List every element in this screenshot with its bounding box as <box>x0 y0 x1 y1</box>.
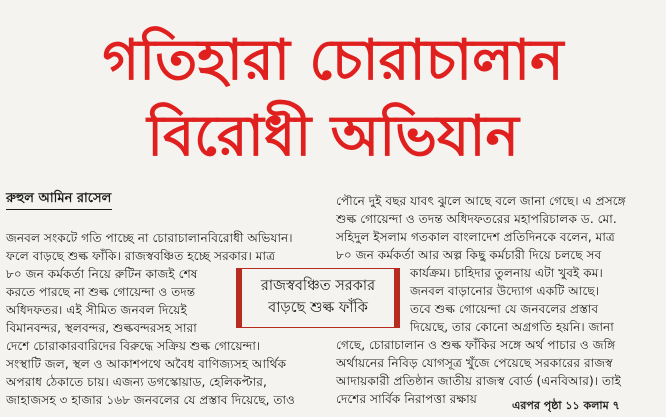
article-line: জনবল বাড়ানোর উদ্যোগ একটি আছে। <box>410 284 600 298</box>
article-line: তবে শুল্ক গোয়েন্দা যে জনবলের প্রস্তাব <box>410 302 599 316</box>
article-line: দিয়েছে, তার কোনো অগ্রগতি হয়নি। জানা <box>410 320 614 334</box>
pull-quote-box <box>236 268 400 328</box>
article-line: আদায়কারী প্রতিষ্ঠান জাতীয় রাজস্ব বোর্ড (এনবিআর)। তাই <box>336 374 621 388</box>
headline <box>0 0 666 188</box>
byline: রুহুল আমিন রাসেল <box>6 191 112 206</box>
byline-underline <box>6 209 112 210</box>
continued-on-page: এরপর পৃষ্ঠা ১১ কলাম ৭ <box>512 399 620 412</box>
article-line: ৮০ জন কর্মকর্তা আর অল্প কিছু কর্মচারী দিয়ে চলছে সব <box>336 248 602 262</box>
headline-line-1: গতিহারা চোরাচালান <box>102 28 564 93</box>
article-line: জাহাজসহ ৩ হাজার ১৬৮ জনবলের যে প্রস্তাব দিয়েছে, তাও <box>6 393 296 407</box>
article-line: কার্যক্রম। চাহিদার তুলনায় এটা খুবই কম। <box>410 266 603 280</box>
article-line: অর্থায়নের নিবিড় যোগসূত্র খুঁজে পেয়েছে সরকারের রাজস্ব <box>336 356 613 370</box>
article-line: পৌনে দুই বছর যাবৎ ঝুলে আছে বলে জানা গেছে। এ প্রসঙ্গে <box>336 194 626 208</box>
article-line: অধিদফতর। এই সীমিত জনবল দিয়েই <box>6 303 187 317</box>
pull-quote-line-2: বাড়ছে শুল্ক ফাঁকি <box>268 300 368 316</box>
article-line: সহিদুল ইসলাম গতকাল বাংলাদেশ প্রতিদিনকে বলেন, মাত্র <box>336 230 615 244</box>
article-line: অপরাধ ঠেকাতে চায়। এজন্য ডগস্কোয়াড, হেলিকপ্টার, <box>6 375 267 389</box>
article-line: শুল্ক গোয়েন্দা ও তদন্ত অধিদফতরের মহাপরিচালক ড. মো. <box>336 212 617 226</box>
article-line: বিমানবন্দর, স্থলবন্দর, শুল্কবন্দরসহ সারা <box>6 321 197 335</box>
article-line: দেশের সার্বিক নিরাপত্তা রক্ষায় <box>336 392 477 406</box>
pull-quote-line-1: রাজস্ববঞ্চিত সরকার <box>260 278 376 294</box>
article-line: সংস্থাটি জল, স্থল ও আকাশপথে অবৈধ বাণিজ্যসহ আর্থিক <box>6 357 287 371</box>
article-line: গেছে, চোরাচালান ও শুল্ক ফাঁকির সঙ্গে অর্থ পাচার ও জঙ্গি <box>336 338 616 352</box>
headline-line-2: বিরোধী অভিযান <box>147 104 519 169</box>
article-line: জনবল সংকটে গতি পাচ্ছে না চোরাচালানবিরোধী অভিযান। <box>6 231 293 245</box>
article-line: দেশে চোরাকারবারিদের বিরুদ্ধে সক্রিয় শুল্ক গোয়েন্দা। <box>6 339 261 353</box>
article-line: ফলে বাড়ছে শুল্ক ফাঁকি। রাজস্ববঞ্চিত হচ্ছে সরকার। মাত্র <box>6 249 276 263</box>
article-line: করতে পারছে না শুল্ক গোয়েন্দা ও তদন্ত <box>6 285 196 299</box>
article-line: ৮০ জন কর্মকর্তা নিয়ে রুটিন কাজই শেষ <box>6 267 198 281</box>
